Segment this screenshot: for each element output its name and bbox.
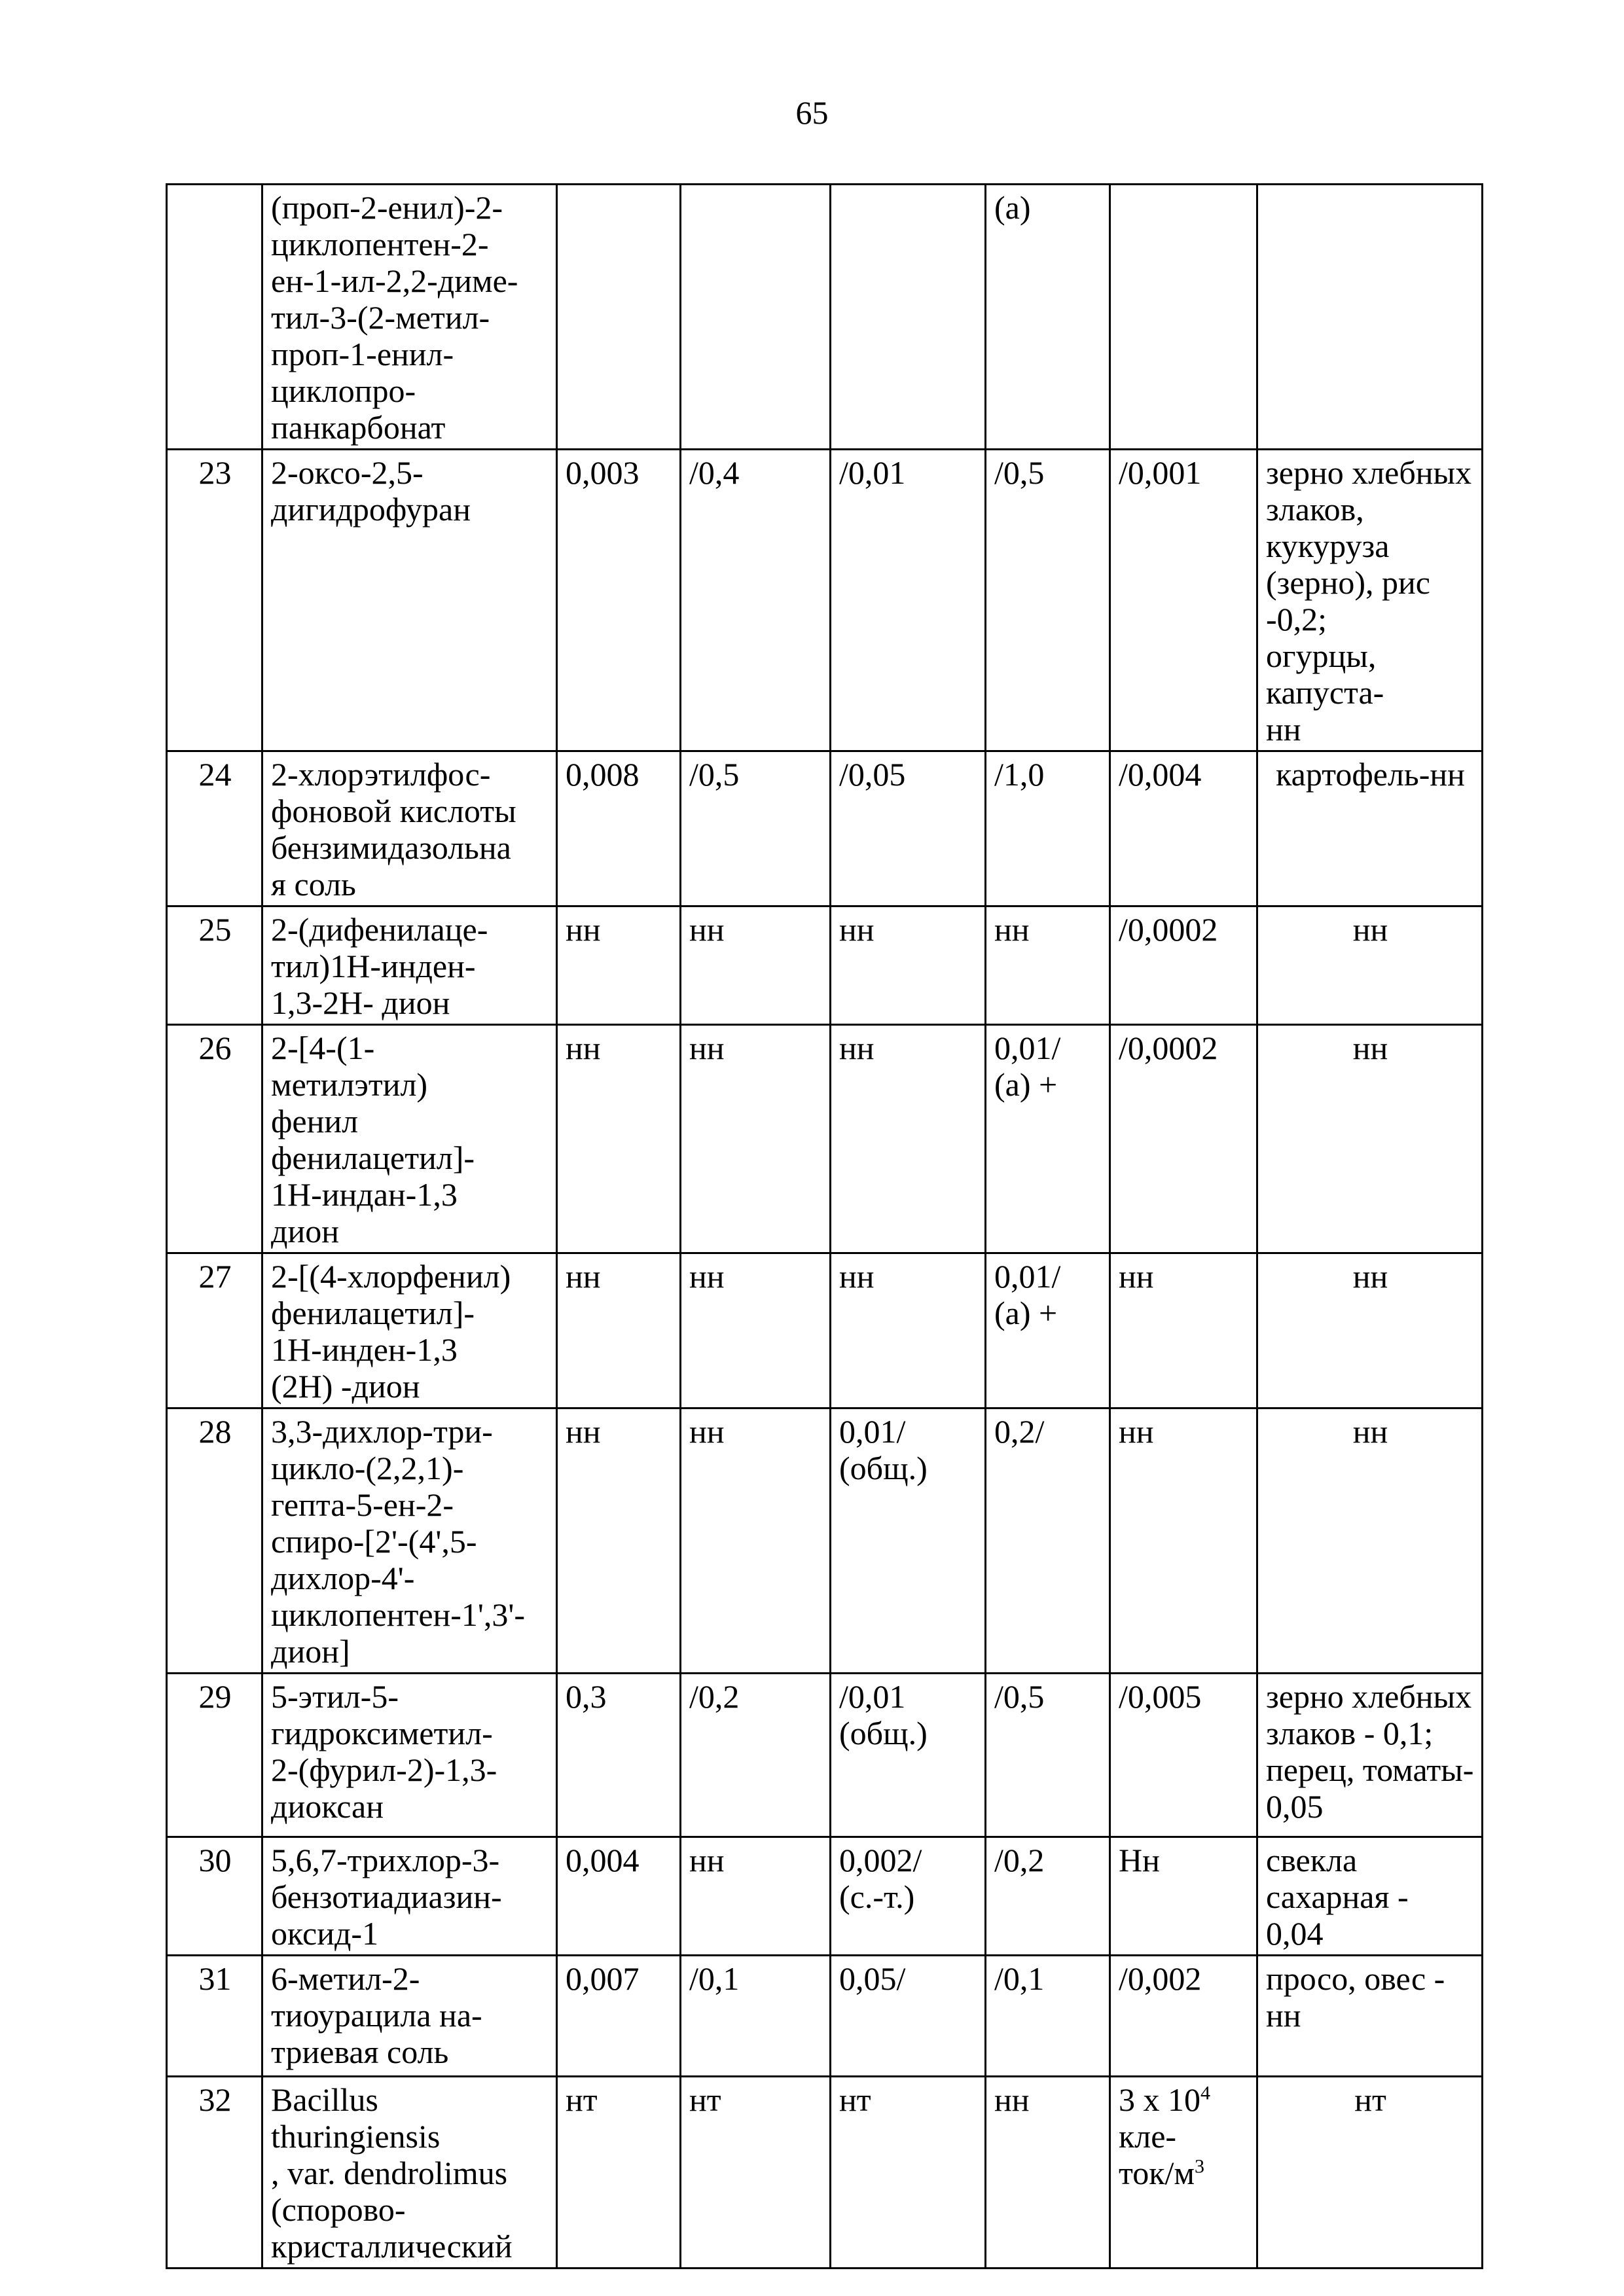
value-cell-5 (831, 1837, 986, 1956)
value-cell-7 (1110, 1837, 1257, 1956)
cell-text: нт (1354, 2081, 1386, 2118)
cell-text: Bacillus thuringiensis (271, 2081, 441, 2155)
cell-text: дион (271, 1213, 339, 1249)
cell-text: проп-1-енил- (271, 336, 454, 372)
row-number-cell (167, 1956, 262, 2077)
cell-text: нн (1352, 911, 1388, 948)
cell-text: 0,04 (1266, 1915, 1324, 1952)
cell-text: , var. dendrolimus (271, 2155, 508, 2191)
cell-text: картофель-нн (1276, 756, 1465, 793)
cell-text: нн (566, 1030, 601, 1066)
row-number-cell (167, 185, 262, 450)
cell-text: зерно хлебных (1266, 1678, 1472, 1715)
value-cell-4 (681, 1408, 831, 1674)
cell-text: нт (839, 2081, 871, 2118)
cell-text: кле- (1119, 2118, 1177, 2155)
substance-name-cell (262, 751, 557, 906)
substance-name-cell (262, 1837, 557, 1956)
value-cell-3 (557, 2077, 681, 2269)
table-row (167, 751, 1483, 906)
cell-text: нн (689, 1413, 725, 1450)
cell-text: /0,004 (1119, 756, 1202, 793)
cell-text: зерно хлебных (1266, 454, 1472, 491)
value-cell-3 (557, 751, 681, 906)
cell-text: фенилацетил]- (271, 1295, 475, 1331)
value-cell-4 (681, 1025, 831, 1253)
table-row (167, 1837, 1483, 1956)
substance-name-cell (262, 906, 557, 1025)
value-cell-5 (831, 1956, 986, 2077)
cell-text: фенил (271, 1103, 359, 1139)
cell-text: дихлор-4'- (271, 1560, 415, 1596)
value-cell-4 (681, 450, 831, 751)
cell-text: бензимидазольна (271, 829, 511, 866)
cell-text: ток/$м^3$ (1119, 2155, 1205, 2191)
value-cell-6 (986, 1956, 1110, 2077)
cell-text: нн (994, 2081, 1030, 2118)
cell-text: 3 x $10^4$ (1119, 2081, 1210, 2118)
cell-text: 5-этил-5- (271, 1678, 399, 1715)
cell-text: циклопентен-2- (271, 226, 489, 262)
value-cell-4 (681, 751, 831, 906)
cell-text: триевая соль (271, 2034, 449, 2070)
cell-text: 5,6,7-трихлор-3- (271, 1842, 500, 1878)
cell-text: 0,004 (566, 1842, 640, 1878)
value-cell-3 (557, 450, 681, 751)
row-number-cell (167, 1408, 262, 1674)
cell-text: кристаллический (271, 2228, 513, 2265)
cell-text: дион] (271, 1633, 350, 1670)
cell-text: нн (1352, 1258, 1388, 1295)
cell-text: тиоурацила на- (271, 1997, 482, 2034)
cell-text: 1Н-инден-1,3 (271, 1331, 458, 1368)
cell-text: /1,0 (994, 756, 1045, 793)
row-number-cell (167, 751, 262, 906)
cell-text: фенилацетил]- (271, 1139, 475, 1176)
table-row (167, 2077, 1483, 2269)
substance-name-cell (262, 1956, 557, 2077)
cell-text: 2-(фурил-2)-1,3- (271, 1751, 497, 1788)
cell-text: 23 (198, 454, 232, 491)
value-cell-7 (1110, 1025, 1257, 1253)
value-cell-3 (557, 1674, 681, 1837)
cell-text: /0,0002 (1119, 1030, 1218, 1066)
cell-text: 27 (198, 1258, 232, 1295)
value-cell-6 (986, 1408, 1110, 1674)
table-row (167, 1408, 1483, 1674)
cell-text: нн (566, 1413, 601, 1450)
value-cell-4 (681, 906, 831, 1025)
value-cell-3 (557, 185, 681, 450)
value-cell-5 (831, 1674, 986, 1837)
cell-text: (2Н) -дион (271, 1368, 420, 1405)
cell-text: 2-(дифенилаце- (271, 911, 488, 948)
note-cell (1257, 450, 1483, 751)
table-row (167, 906, 1483, 1025)
cell-text: 2-оксо-2,5- (271, 454, 424, 491)
substance-name-cell (262, 1025, 557, 1253)
cell-text: нн (839, 1030, 875, 1066)
table-row (167, 1956, 1483, 2077)
table-row (167, 1253, 1483, 1408)
cell-text: диоксан (271, 1788, 384, 1825)
value-cell-4 (681, 1956, 831, 2077)
value-cell-7 (1110, 1408, 1257, 1674)
cell-text: огурцы, капуста- (1266, 637, 1384, 711)
cell-text: 25 (198, 911, 232, 948)
row-number-cell (167, 450, 262, 751)
note-cell (1257, 1025, 1483, 1253)
cell-text: 0,2/ (994, 1413, 1045, 1450)
cell-text: (с.-т.) (839, 1878, 915, 1915)
cell-text: нн (994, 911, 1030, 948)
cell-text: /0,2 (689, 1678, 740, 1715)
cell-text: (проп-2-енил)-2- (271, 189, 503, 226)
value-cell-4 (681, 2077, 831, 2269)
value-cell-5 (831, 1408, 986, 1674)
value-cell-7 (1110, 906, 1257, 1025)
value-cell-5 (831, 450, 986, 751)
value-cell-7 (1110, 1956, 1257, 2077)
note-cell (1257, 1956, 1483, 2077)
cell-text: 0,007 (566, 1960, 640, 1997)
cell-text: 0,002/ (839, 1842, 922, 1878)
value-cell-6 (986, 1253, 1110, 1408)
cell-text: /0,1 (689, 1960, 740, 1997)
row-number-cell (167, 1253, 262, 1408)
cell-text: 0,05 (1266, 1788, 1324, 1825)
cell-text: /0,5 (994, 1678, 1045, 1715)
value-cell-5 (831, 1025, 986, 1253)
note-cell (1257, 906, 1483, 1025)
value-cell-3 (557, 1408, 681, 1674)
value-cell-3 (557, 1025, 681, 1253)
substance-name-cell (262, 1408, 557, 1674)
cell-text: перец, томаты- (1266, 1751, 1474, 1788)
cell-text: 1Н-индан-1,3 (271, 1176, 458, 1213)
note-cell (1257, 1674, 1483, 1837)
cell-text: нн (689, 1030, 725, 1066)
cell-text: просо, овес - нн (1266, 1960, 1445, 2034)
value-cell-3 (557, 1253, 681, 1408)
cell-text: /0,001 (1119, 454, 1202, 491)
substance-name-cell (262, 450, 557, 751)
value-cell-6 (986, 450, 1110, 751)
note-cell (1257, 1408, 1483, 1674)
note-cell (1257, 751, 1483, 906)
cell-text: метилэтил) (271, 1066, 428, 1103)
table-row (167, 1025, 1483, 1253)
cell-text: 29 (198, 1678, 232, 1715)
table-row (167, 1674, 1483, 1837)
cell-text: циклопентен-1',3'- (271, 1596, 526, 1633)
cell-text: нт (689, 2081, 721, 2118)
table-body (167, 185, 1483, 2269)
cell-text: бензотиадиазин- (271, 1878, 502, 1915)
cell-text: цикло-(2,2,1)- (271, 1450, 464, 1486)
cell-text: нн (689, 911, 725, 948)
cell-text: панкарбонат (271, 409, 446, 446)
cell-text: нн (1352, 1030, 1388, 1066)
cell-text: /0,0002 (1119, 911, 1218, 948)
row-number-cell (167, 1837, 262, 1956)
table-row (167, 185, 1483, 450)
cell-text: 3,3-дихлор-три- (271, 1413, 493, 1450)
cell-text: циклопро- (271, 372, 416, 409)
value-cell-6 (986, 1025, 1110, 1253)
cell-text: 28 (198, 1413, 232, 1450)
value-cell-7 (1110, 751, 1257, 906)
cell-text: нн (839, 911, 875, 948)
row-number-cell (167, 1674, 262, 1837)
cell-text: 0,3 (566, 1678, 607, 1715)
cell-text: нн (689, 1842, 725, 1878)
data-table (166, 183, 1483, 2269)
cell-text: 26 (198, 1030, 232, 1066)
value-cell-4 (681, 1837, 831, 1956)
cell-text: нн (839, 1258, 875, 1295)
note-cell (1257, 185, 1483, 450)
cell-text: /0,5 (994, 454, 1045, 491)
cell-text: Нн (1119, 1842, 1160, 1878)
cell-text: 24 (198, 756, 232, 793)
cell-text: 32 (198, 2081, 232, 2118)
row-number-cell (167, 2077, 262, 2269)
cell-text: 0,01/ (839, 1413, 906, 1450)
row-number-cell (167, 906, 262, 1025)
cell-text: дигидрофуран (271, 491, 471, 528)
cell-text: (зерно), рис -0,2; (1266, 564, 1430, 637)
cell-text: нн (1352, 1413, 1388, 1450)
table-row (167, 450, 1483, 751)
cell-text: 0,05/ (839, 1960, 906, 1997)
cell-text: гидроксиметил- (271, 1715, 493, 1751)
cell-text: нн (1119, 1413, 1154, 1450)
cell-text: 0,008 (566, 756, 640, 793)
value-cell-6 (986, 2077, 1110, 2269)
value-cell-6 (986, 751, 1110, 906)
cell-text: (а) + (994, 1295, 1058, 1331)
cell-text: тил-3-(2-метил- (271, 299, 490, 336)
cell-text: 30 (198, 1842, 232, 1878)
cell-text: 1,3-2Н- дион (271, 984, 450, 1021)
cell-text: нн (566, 911, 601, 948)
cell-text: тил)1Н-инден- (271, 948, 476, 984)
cell-text: 31 (198, 1960, 232, 1997)
value-cell-5 (831, 1253, 986, 1408)
cell-text: /0,05 (839, 756, 906, 793)
cell-text: /0,4 (689, 454, 740, 491)
cell-text: злаков - 0,1; (1266, 1715, 1434, 1751)
cell-text: оксид-1 (271, 1915, 379, 1952)
cell-text: я соль (271, 866, 356, 903)
note-cell (1257, 2077, 1483, 2269)
value-cell-4 (681, 1674, 831, 1837)
value-cell-5 (831, 751, 986, 906)
cell-text: (а) + (994, 1066, 1058, 1103)
note-cell (1257, 1253, 1483, 1408)
cell-text: /0,01 (839, 1678, 906, 1715)
note-cell (1257, 1837, 1483, 1956)
value-cell-5 (831, 2077, 986, 2269)
cell-text: 6-метил-2- (271, 1960, 420, 1997)
value-cell-6 (986, 1674, 1110, 1837)
value-cell-7 (1110, 1253, 1257, 1408)
cell-text: (общ.) (839, 1450, 928, 1486)
cell-text: злаков, кукуруза (1266, 491, 1390, 564)
value-cell-5 (831, 185, 986, 450)
cell-text: 2-[(4-хлорфенил) (271, 1258, 511, 1295)
cell-text: фоновой кислоты (271, 793, 516, 829)
cell-text: /0,01 (839, 454, 906, 491)
cell-text: нн (1119, 1258, 1154, 1295)
value-cell-3 (557, 1837, 681, 1956)
value-cell-7 (1110, 185, 1257, 450)
cell-text: /0,1 (994, 1960, 1045, 1997)
cell-text: 0,01/ (994, 1030, 1061, 1066)
row-number-cell (167, 1025, 262, 1253)
value-cell-4 (681, 1253, 831, 1408)
value-cell-3 (557, 906, 681, 1025)
value-cell-7 (1110, 2077, 1257, 2269)
value-cell-6 (986, 1837, 1110, 1956)
cell-text: /0,005 (1119, 1678, 1202, 1715)
substance-name-cell (262, 1674, 557, 1837)
cell-text: свекла сахарная - (1266, 1842, 1409, 1915)
cell-text: (а) (994, 189, 1031, 226)
cell-text: нт (566, 2081, 598, 2118)
page-number: 65 (795, 94, 829, 131)
cell-text: (общ.) (839, 1715, 928, 1751)
cell-text: нн (566, 1258, 601, 1295)
cell-text: /0,5 (689, 756, 740, 793)
value-cell-6 (986, 185, 1110, 450)
value-cell-7 (1110, 1674, 1257, 1837)
cell-text: /0,2 (994, 1842, 1045, 1878)
cell-text: ен-1-ил-2,2-диме- (271, 262, 518, 299)
cell-text: 0,01/ (994, 1258, 1061, 1295)
substance-name-cell (262, 1253, 557, 1408)
cell-text: нн (1266, 711, 1301, 747)
cell-text: /0,002 (1119, 1960, 1202, 1997)
value-cell-7 (1110, 450, 1257, 751)
value-cell-6 (986, 906, 1110, 1025)
cell-text: (спорово- (271, 2191, 406, 2228)
value-cell-4 (681, 185, 831, 450)
value-cell-3 (557, 1956, 681, 2077)
substance-name-cell (262, 185, 557, 450)
substance-name-cell (262, 2077, 557, 2269)
cell-text: гепта-5-ен-2- (271, 1486, 454, 1523)
value-cell-5 (831, 906, 986, 1025)
cell-text: 2-[4-(1- (271, 1030, 375, 1066)
cell-text: спиро-[2'-(4',5- (271, 1523, 477, 1560)
cell-text: 2-хлорэтилфос- (271, 756, 491, 793)
cell-text: нн (689, 1258, 725, 1295)
cell-text: 0,003 (566, 454, 640, 491)
